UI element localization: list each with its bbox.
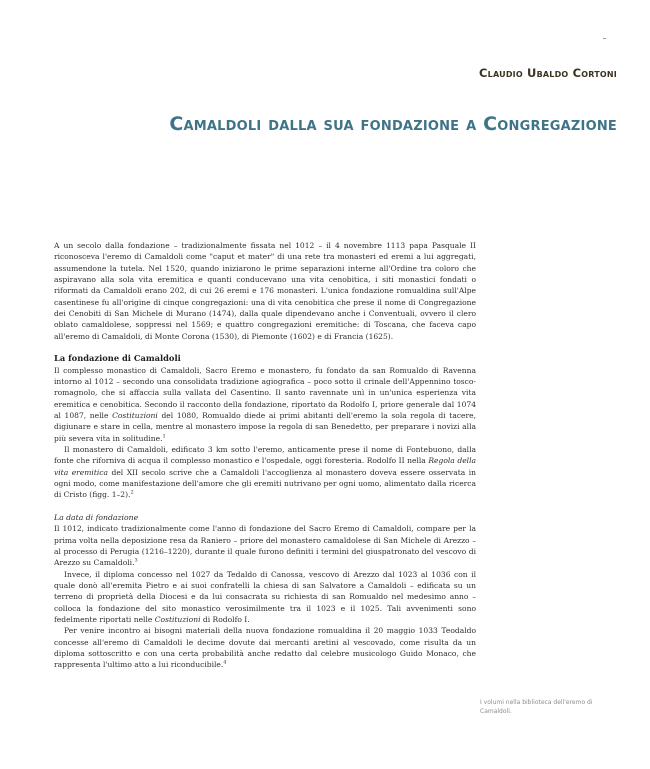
author-name: Claudio Ubaldo Cortoni (479, 66, 617, 80)
paragraph-text: Per venire incontro ai bisogni materiali della nuova fondazione romualdina il 20 maggio 1033 Teodaldo concesse all'eremo di Camaldoli le decime dovute dai mercanti aretini al vescovado, come risulta da un diploma sottoscritto e con una certa probabilità anche redatto dal celebre musicologo Guido Monaco, che rappresenta l'ultimo atto a lui riconducibile. (54, 626, 476, 670)
footnote-ref[interactable]: 2 (130, 489, 134, 496)
paragraph-text: del XII secolo scrive che a Camaldoli l'accoglienza al monastero doveva essere osservata in ogni modo, come manifestazione dell'amore che gli eremiti nutrivano per ogni uomo, alimentato dalla ricerca di Cristo (figg. 1–2). (54, 467, 476, 500)
foundation-paragraph-2 (54, 444, 476, 501)
corner-mark (603, 38, 606, 39)
main-text-column (54, 240, 476, 671)
footnote-ref[interactable]: 1 (162, 433, 166, 440)
section-heading-date: La data di fondazione (54, 512, 139, 522)
footnote-ref[interactable]: 3 (134, 557, 138, 564)
date-paragraph-3 (54, 625, 476, 670)
date-paragraph-1 (54, 523, 476, 568)
paragraph-text: Invece, il diploma concesso nel 1027 da Tedaldo di Canossa, vescovo di Arezzo dal 1023 al 1036 con il quale donò all'eremita Pietro e ai suoi confratelli la chiesa di san Salvatore a Camaldoli – edificata su un terreno di proprietà della Diocesi e da lui consacrata su richiesta di san Romualdo nel medesimo anno – colloca la fondazione del sito monastico verosimilmente tra il 1023 e il 1025. Tali avvenimenti sono fedelmente riportati nelle (54, 569, 476, 624)
paragraph-text: Il 1012, indicato tradizionalmente come l'anno di fondazione del Sacro Eremo di Camaldoli, compare per la prima volta nella deposizione resa da Raniero – priore del monastero camaldolese di San Michele di Arezzo – al processo di Perugia (1216–1220), durante il quale furono definiti i termini del giuspatronato del vescovo di Arezzo su Camaldoli. (54, 524, 476, 568)
chapter-title: Camaldoli dalla sua fondazione a Congregazione (169, 113, 617, 135)
intro-paragraph: A un secolo dalla fondazione – tradizionalmente fissata nel 1012 – il 4 novembre 1113 papa Pasquale II riconosceva l'eremo di Camaldoli come "caput et mater" di una rete tra monasteri ed eremi a lui aggregati, assumendone la tutela. Nel 1520, quando iniziarono le prime separazioni interne all'Ordine tra coloro che aspiravano alla sola vita eremitica e quanti conducevano una vita cenobitica, i siti monastici fondati o riformati da Camaldoli erano 202, di cui 26 eremi e 176 monasteri. L'unica fondazione romualdina sull'Alpe casentinese fu all'origine di cinque congregazioni: una di vita cenobitica che prese il nome di Congregazione dei Cenobiti di San Michele di Murano (1474), dalla quale dipendevano anche i Conventuali, ovvero il clero oblato camaldolese, soppressi nel 1569; e quattro congregazioni eremitiche: di Toscana, che faceva capo all'eremo di Camaldoli, di Monte Corona (1530), di Piemonte (1602) e di Francia (1625). (54, 241, 476, 341)
paragraph-text: Il complesso monastico di Camaldoli, Sacro Eremo e monastero, fu fondato da san Romualdo di Ravenna intorno al 1012 – secondo una consolidata tradizione agiografica – poco sotto il crinale dell'Appennino tosco-romagnolo, che si affaccia sulla vallata del Casentino. Il santo ravennate unì in un'unica esperienza vita eremitica e cenobitica. Secondo il racconto della fondazione, riportato da Rodolfo I, priore generale dal 1074 al 1087, nelle (54, 365, 476, 420)
section-heading-foundation: La fondazione di Camaldoli (54, 353, 181, 364)
footnote-ref[interactable]: 4 (223, 659, 227, 666)
date-paragraph-2 (54, 569, 476, 626)
paragraph-text: di Rodolfo I. (200, 614, 250, 624)
italic-title: Regola della vita eremitica (54, 456, 476, 477)
paragraph-text: del 1080, Romualdo diede ai primi abitanti dell'eremo la sola regola di tacere, digiunare e stare in cella, mentre al monastero impose la regola di san Benedetto, per preparare i novizi alla più severa vita in solitudine. (54, 410, 476, 443)
italic-title: Costituzioni (112, 410, 158, 420)
figure-caption: I volumi nella biblioteca dell'eremo di Camaldoli. (480, 699, 593, 715)
paragraph-text: Il monastero di Camaldoli, edificato 3 km sotto l'eremo, anticamente prese il nome di Fontebuono, dalla fonte che riforniva di acqua il complesso monastico e l'ospedale, oggi foresteria. Rodolfo II nella (54, 445, 476, 466)
italic-title: Costituzioni (154, 614, 201, 624)
foundation-paragraph-1 (54, 365, 476, 444)
